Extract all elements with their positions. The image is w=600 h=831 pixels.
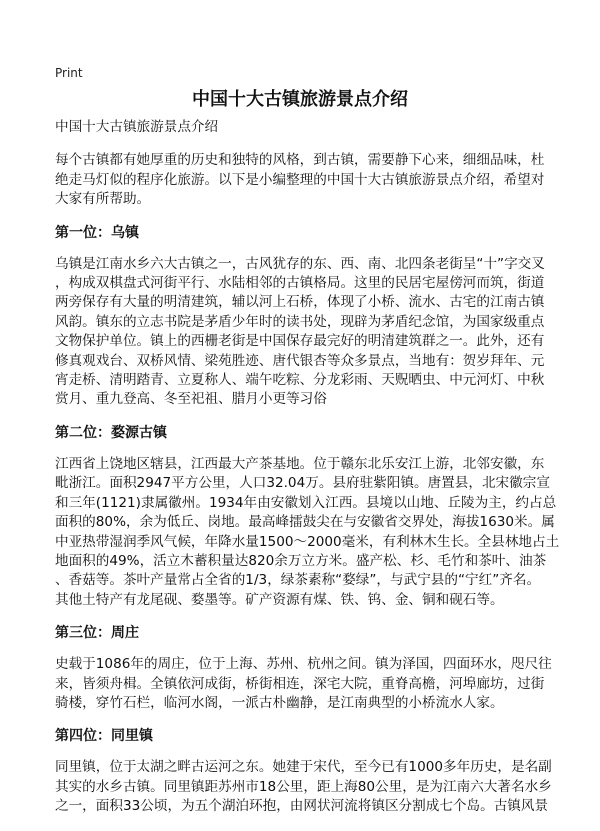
text-line: 来，皆须舟楫。全镇依河成街，桥街相连，深宅大院，重脊高檐，河埠廊坊，过街 [55,675,545,692]
text-line: 江西省上饶地区辖县，江西最大产茶基地。位于赣东北乐安江上游，北邻安徽，东 [55,455,545,472]
text-line: 、香菇等。茶叶产量常占全省的1/3，绿茶素称“婺绿”，与武宁县的“宁红”齐名。 [55,572,541,589]
section-paragraph [55,758,555,816]
text-line: 面积的80%，余为低丘、岗地。最高峰擂鼓尖在与安徽省交界处，海拔1630米。属 [55,514,555,531]
section-heading: 第三位：周庄 [55,625,139,642]
text-line: 赏月、重九登高、冬至祀祖、腊月小更等习俗 [55,391,327,408]
sections [55,224,560,817]
text-line: ，构成双棋盘式河街平行、水陆相邻的古镇格局。这里的民居宅屋傍河而筑，街道 [55,275,545,292]
text-line: 中亚热带湿润季风气候，年降水量1500～2000毫米，有利林木生长。全县林地占土 [55,533,560,550]
text-line: 其他土特产有龙尾砚、婺墨等。矿产资源有煤、铁、钨、金、铜和砚石等。 [55,591,504,608]
print-link[interactable]: Print [55,66,83,80]
text-line: 大家有所帮助。 [55,191,151,208]
text-line: 绝走马灯似的程序化旅游。以下是小编整理的中国十大古镇旅游景点介绍，希望对 [55,171,545,188]
text-line: 风韵。镇东的立志书院是茅盾少年时的读书处，现辟为茅盾纪念馆，为国家级重点 [55,313,545,330]
text-line: 宵走桥、清明踏青、立夏称人、端午吃粽、分龙彩雨、天贶晒虫、中元河灯、中秋 [55,372,545,389]
section-paragraph [55,655,555,713]
text-line: 史载于1086年的周庄，位于上海、苏州、杭州之间。镇为泽国，四面环水，咫尺往 [55,656,552,673]
section-paragraph [55,255,555,410]
article-subtitle: 中国十大古镇旅游景点介绍 [55,119,219,135]
text-line: 文物保护单位。镇上的西栅老街是中国保存最完好的明清建筑群之一。此外，还有 [55,333,545,350]
text-line: 其实的水乡古镇。同里镇距苏州市18公里，距上海80公里，是为江南六大著名水乡 [55,778,552,795]
text-line: 同里镇，位于太湖之畔古运河之东。她建于宋代，至今已有1000多年历史，是名副 [55,759,552,776]
text-line: 地面积的49%，活立木蓄积量达820余万立方米。盛产松、杉、毛竹和茶叶、油茶 [55,552,547,569]
section-heading: 第四位：同里镇 [55,728,153,745]
text-line: 乌镇是江南水乡六大古镇之一，古风犹存的东、西、南、北四条老街呈“十”字交叉 [55,255,545,272]
intro-paragraph [55,151,555,209]
page-title: 中国十大古镇旅游景点介绍 [192,89,408,110]
section-paragraph [55,455,560,610]
text-line: 毗浙江。面积2947平方公里，人口32.04万。县府驻紫阳镇。唐置县，北宋徽宗宣 [55,475,550,492]
text-line: 之一，面积33公顷，为五个湖泊环抱，由网状河流将镇区分割成七个岛。古镇风景 [55,798,549,815]
text-line: 骑楼，穿竹石栏，临河水阁，一派古朴幽静，是江南典型的小桥流水人家。 [55,694,504,711]
text-line: 和三年(1121)隶属徽州。1934年由安徽划入江西。县境以山地、丘陵为主，约占总 [55,494,557,511]
article-body [55,118,560,831]
section-heading: 第一位：乌镇 [55,224,139,241]
section-heading: 第二位：婺源古镇 [55,424,167,441]
text-line: 每个古镇都有她厚重的历史和独特的风格，到古镇，需要静下心来，细细品味，杜 [55,152,545,169]
text-line: 两旁保存有大量的明清建筑，辅以河上石桥，体现了小桥、流水、古宅的江南古镇 [55,294,545,311]
text-line: 修真观戏台、双桥风情、梁苑胜迹、唐代银杏等众多景点，当地有：贺岁拜年、元 [55,352,545,369]
